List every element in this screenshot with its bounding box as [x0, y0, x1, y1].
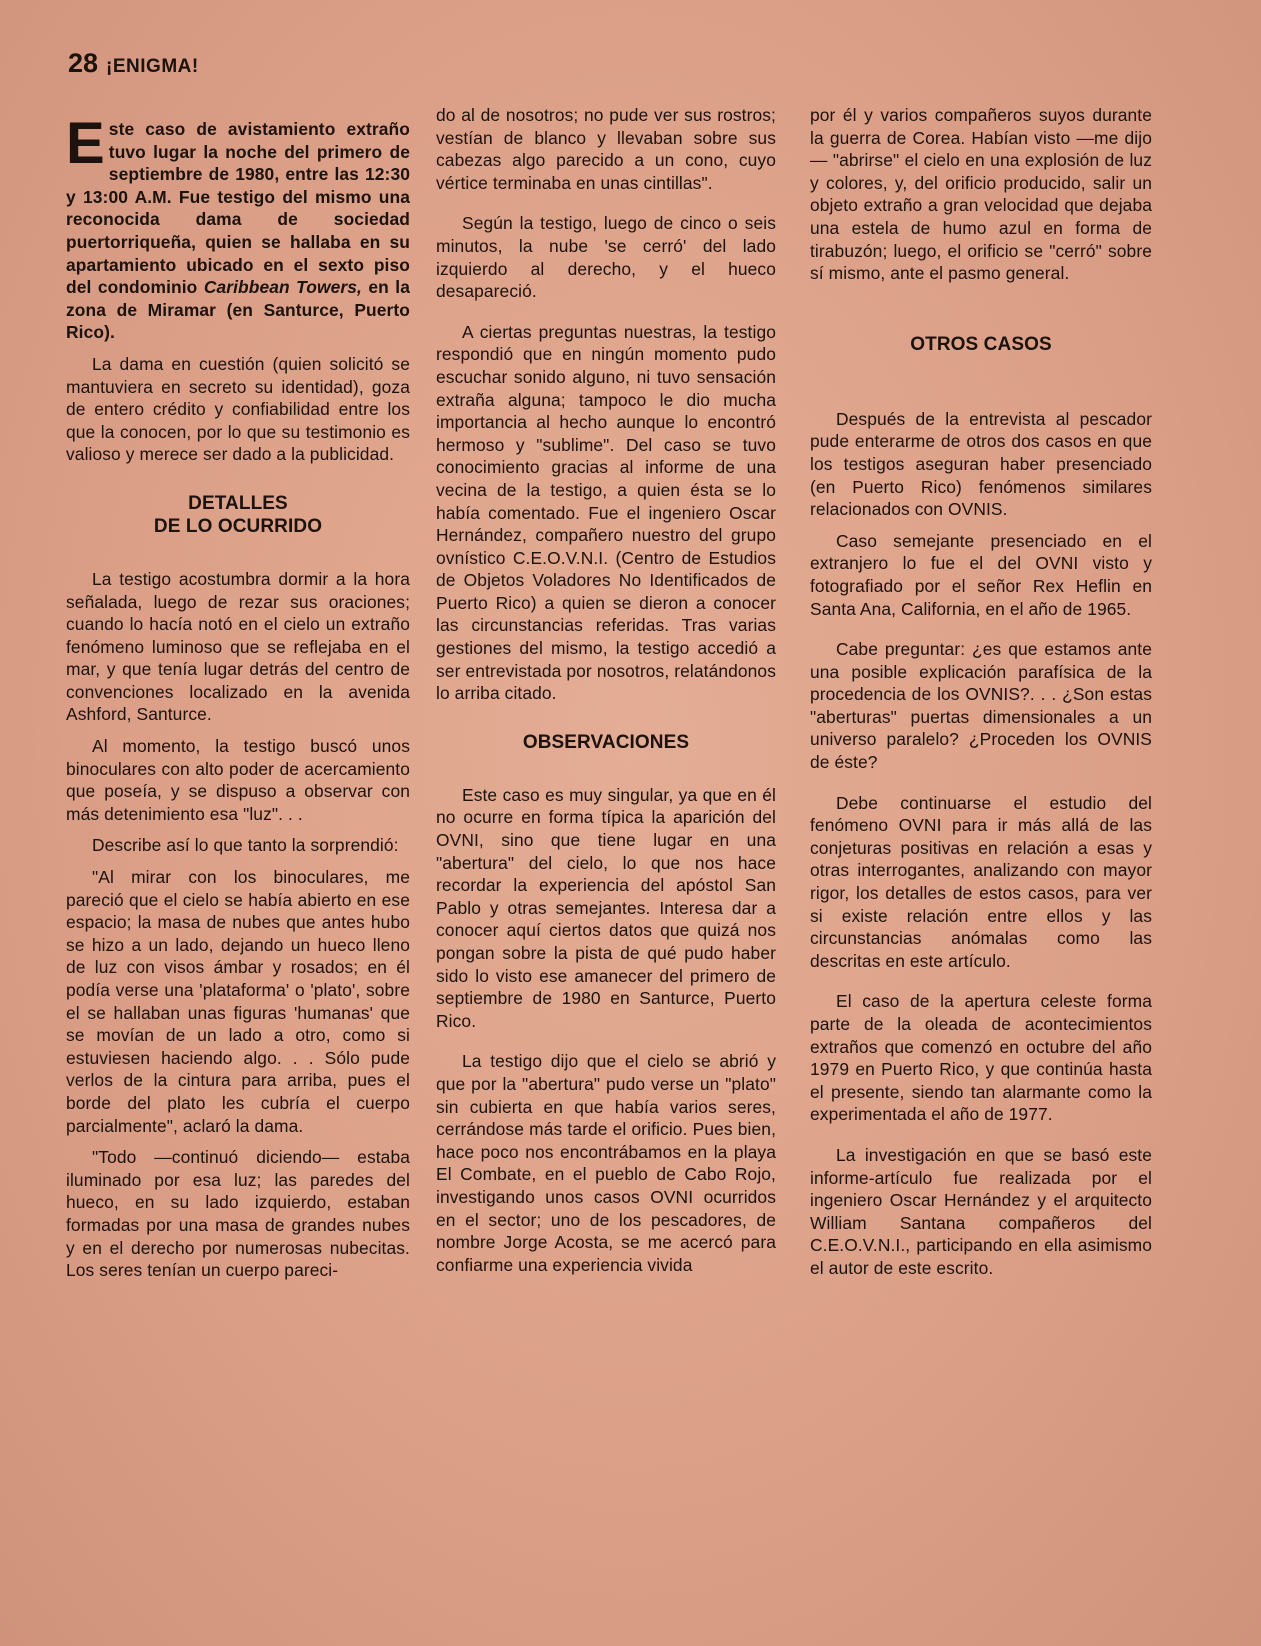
paragraph: do al de nosotros; no pude ver sus rostros; vestían de blanco y llevaban sobre sus cabezas algo parecido a un cono, cuyo vértice terminaba en unas cintillas".: [436, 105, 776, 193]
intro-italic: Caribbean Towers,: [203, 277, 362, 298]
paragraph: Describe así lo que tanto la sorprendió:: [92, 835, 399, 856]
paragraph: Según la testigo, luego de cinco o seis minutos, la nube 'se cerró' del lado izquierdo al derecho, y el hueco desapareció.: [436, 213, 776, 302]
paragraph: Después de la entrevista al pescador pude enterarme de otros dos casos en que los testigos aseguran haber presenciado (en Puerto Rico) fenómenos similares relacionados con OVNIS.: [810, 408, 1152, 520]
column-3: [810, 104, 1152, 1289]
paragraph: Al momento, la testigo buscó unos binoculares con alto poder de acercamiento que poseía, y se dispuso a observar con más detenimiento esa "luz". . .: [66, 736, 410, 824]
heading-line: OBSERVACIONES: [522, 731, 690, 753]
paragraph: Cabe preguntar: ¿es que estamos ante una posible explicación parafísica de la procedencia de los OVNIS?. . . ¿Son estas "aberturas" puertas dimensionales a un universo paralelo? ¿Proceden los OVNIS de éste?: [810, 639, 1152, 773]
heading-line: OTROS CASOS: [910, 333, 1052, 355]
section-heading-details: [66, 492, 410, 538]
paragraph: Debe continuarse el estudio del fenómeno OVNI para ir más allá de las conjeturas positivas en relación a esas y otras interrogantes, analizando con mayor rigor, los detalles de estos casos, para ver si existe relación entre ellos y las circunstancias anómalas como las descritas en este artículo.: [810, 792, 1152, 971]
intro-end: en la zona de Miramar (en Santurce, Puerto Rico).: [66, 277, 410, 343]
heading-line: DETALLES: [188, 492, 288, 514]
magazine-title: ¡ENIGMA!: [106, 56, 199, 77]
column-1: [66, 111, 410, 1291]
paragraph: "Todo —continuó diciendo— estaba iluminado por esa luz; las paredes del hueco, en su lado izquierdo, estaban formadas por una masa de grandes nubes y en el derecho por numerosas nubecitas. Los seres tenían un cuerpo pareci-: [66, 1147, 410, 1281]
paragraph: A ciertas preguntas nuestras, la testigo respondió que en ningún momento pudo escuchar sonido alguno, ni tuvo sensación extraña alguna; tampoco le dio mucha importancia al hecho aunque lo encontró hermoso y "sublime". Del caso se tuvo conocimiento gracias al informe de una vecina de la testigo, a quien ésta se lo había comentado. Fue el ingeniero Oscar Hernández, compañero nuestro del grupo ovnístico C.E.O.V.N.I. (Centro de Estudios de Objetos Voladores No Identificados de Puerto Rico) a quien se dieron a conocer las circunstancias referidas. Tras varias gestiones del mismo, la testigo accedió a ser entrevistada por nosotros, relatándonos lo arriba citado.: [436, 321, 776, 704]
paragraph: La investigación en que se basó este informe-artículo fue realizada por el ingeniero Oscar Hernández y el arquitecto William Santana compañeros del C.E.O.V.N.I., participando en ella asimismo el autor de este escrito.: [810, 1144, 1152, 1278]
heading-line: DE LO OCURRIDO: [153, 515, 323, 537]
section-heading-observations: [436, 731, 776, 754]
paragraph: La testigo dijo que el cielo se abrió y que por la "abertura" pudo verse un "plato" sin cubierta en que había varios seres, cerrándose más tarde el orificio. Pues bien, hace poco nos encontrábamos en la playa El Combate, en el pueblo de Cabo Rojo, investigando unos casos OVNI ocurridos en el sector; uno de los pescadores, de nombre Jorge Acosta, se me acercó para confiarme una experiencia vivida: [436, 1051, 776, 1275]
paragraph: El caso de la apertura celeste forma parte de la oleada de acontecimientos extraños que comenzó en octubre del año 1979 en Puerto Rico, y que continúa hasta el presente, siendo tan alarmante como la experimentada el año de 1977.: [810, 991, 1152, 1125]
paragraph: Caso semejante presenciado en el extranjero lo fue el del OVNI visto y fotografiado por el señor Rex Heflin en Santa Ana, California, en el año de 1965.: [810, 530, 1152, 619]
paragraph: La testigo acostumbra dormir a la hora señalada, luego de rezar sus oraciones; cuando lo hacía notó en el cielo un extraño fenómeno luminoso que se reflejaba en el mar, y que tenía lugar detrás del centro de convenciones localizado en la avenida Ashford, Santurce.: [66, 568, 410, 725]
paragraph: "Al mirar con los binoculares, me pareció que el cielo se había abierto en ese espacio; la masa de nubes que antes hubo se hizo a un lado, dejando un hueco lleno de luz con visos ámbar y rosados; en él podía verse una 'plataforma' o 'plato', sobre el se hallaban unas figuras 'humanas' que se movían de un lado a otro, como si estuviesen haciendo algo. . . Sólo pude verlos de la cintura para arriba, pues el borde del plato les cubría el cuerpo parcialmente", aclaró la dama.: [66, 867, 410, 1136]
column-2: [436, 104, 776, 1285]
paragraph: La dama en cuestión (quien solicitó se mantuviera en secreto su identidad), goza de entero crédito y confiabilidad entre los que la conocen, por lo que su testimonio es valioso y merece ser dado a la publicidad.: [66, 353, 410, 465]
section-heading-other-cases: [810, 333, 1152, 356]
page-number: 28: [68, 48, 99, 78]
intro-paragraph: [66, 111, 410, 344]
paragraph: por él y varios compañeros suyos durante la guerra de Corea. Habían visto —me dijo— "abrirse" el cielo en una explosión de luz y colores, y, del orificio producido, salir un objeto extraño a gran velocidad que dejaba una estela de humo azul en forma de tirabuzón; luego, el orificio se "cerró" sobre sí mismo, ante el pasmo general.: [810, 105, 1152, 284]
intro-text: ste caso de avistamiento extraño tuvo lugar la noche del primero de septiembre de 1980, entre las 12:30 y 13:00 A.M. Fue testigo del mismo una reconocida dama de sociedad puertorriqueña, quien se hallaba en su apartamiento ubicado en el sexto piso del condominio: [66, 119, 410, 298]
paragraph: Este caso es muy singular, ya que en él no ocurre en forma típica la aparición del OVNI, sino que tiene lugar en una "abertura" del cielo, lo que nos hace recordar la experiencia del apóstol San Pablo y otras semejantes. Interesa dar a conocer aquí ciertos datos que quizá nos pongan sobre la pista de qué pudo haber sido lo visto ese amanecer del primero de septiembre de 1980 en Santurce, Puerto Rico.: [436, 784, 776, 1031]
drop-cap: E: [66, 111, 105, 176]
page-header: [68, 48, 199, 79]
